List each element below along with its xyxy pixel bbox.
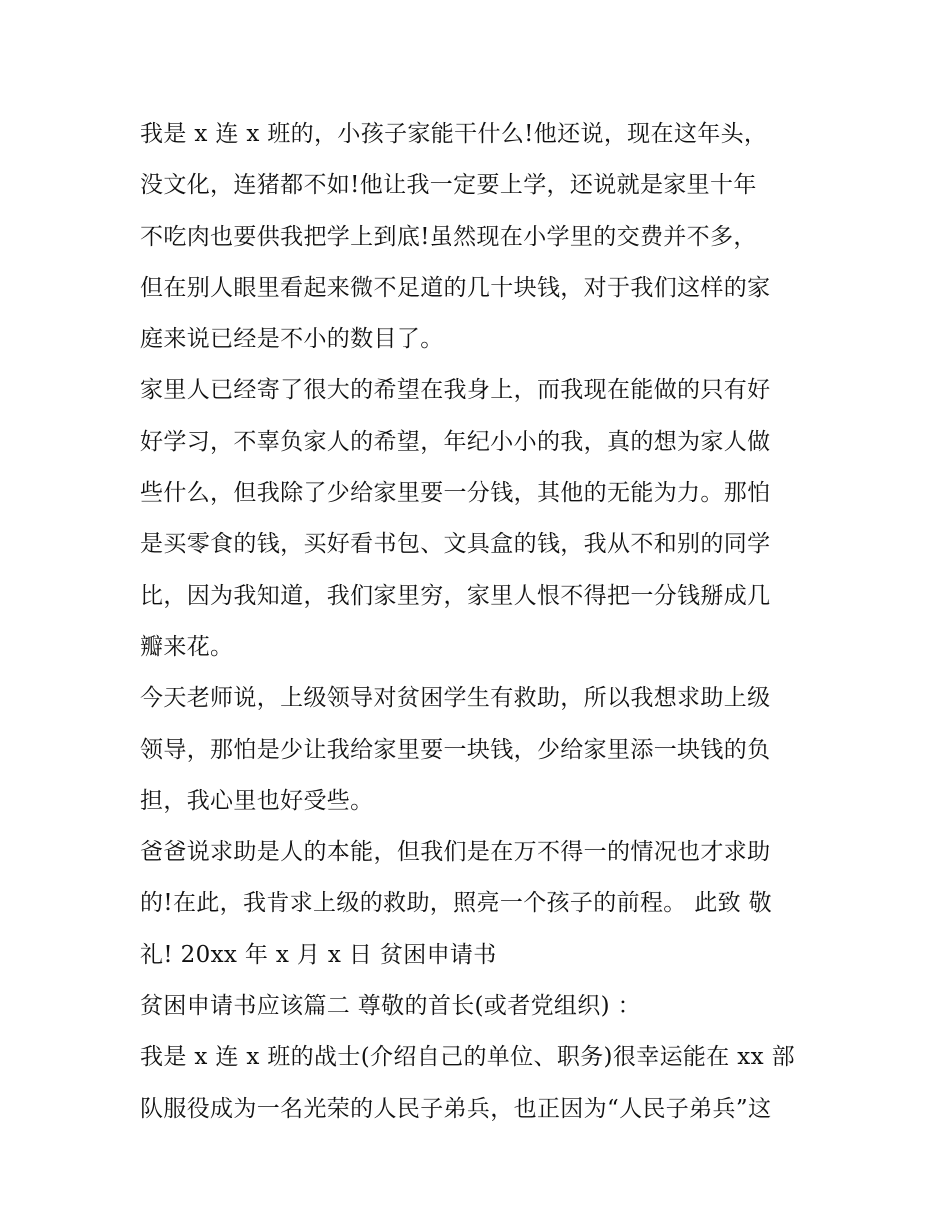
- text-line: 领导，那怕是少让我给家里要一块钱，少给家里添一块钱的负: [140, 736, 771, 763]
- text-line: 我是 x 连 x 班的战士(介绍自己的单位、职务)很幸运能在 xx 部: [140, 1044, 795, 1071]
- text-line: 的!在此，我肯求上级的救助，照亮一个孩子的前程。 此致 敬: [140, 890, 773, 917]
- text-line: 贫困申请书应该篇二 尊敬的首长(或者党组织) ：: [140, 993, 641, 1020]
- text-line: 担，我心里也好受些。: [140, 787, 374, 814]
- text-line: 爸爸说求助是人的本能，但我们是在万不得一的情况也才求助: [140, 839, 771, 866]
- text-line: 好学习，不辜负家人的希望，年纪小小的我，真的想为家人做: [140, 428, 771, 455]
- text-line: 些什么，但我除了少给家里要一分钱，其他的无能为力。那怕: [140, 480, 771, 507]
- text-line: 但在别人眼里看起来微不足道的几十块钱，对于我们这样的家: [140, 274, 771, 301]
- text-line: 家里人已经寄了很大的希望在我身上，而我现在能做的只有好: [140, 377, 771, 404]
- text-line: 队服役成为一名光荣的人民子弟兵，也正因为“人民子弟兵”这: [140, 1095, 772, 1122]
- text-line: 瓣来花。: [140, 633, 234, 660]
- text-line: 是买零食的钱，买好看书包、文具盒的钱，我从不和别的同学: [140, 531, 771, 558]
- text-line: 今天老师说，上级领导对贫困学生有救助，所以我想求助上级: [140, 685, 771, 712]
- text-line: 庭来说已经是不小的数目了。: [140, 326, 444, 353]
- text-line: 没文化，连猪都不如!他让我一定要上学，还说就是家里十年: [140, 172, 757, 199]
- text-line: 礼! 20xx 年 x 月 x 日 贫困申请书: [140, 941, 497, 968]
- text-line: 比，因为我知道，我们家里穷，家里人恨不得把一分钱掰成几: [140, 582, 771, 609]
- text-line: 不吃肉也要供我把学上到底!虽然现在小学里的交费并不多，: [140, 223, 757, 250]
- body-text: [140, 109, 820, 1135]
- text-line: 我是 x 连 x 班的，小孩子家能干什么!他还说，现在这年头，: [140, 121, 768, 147]
